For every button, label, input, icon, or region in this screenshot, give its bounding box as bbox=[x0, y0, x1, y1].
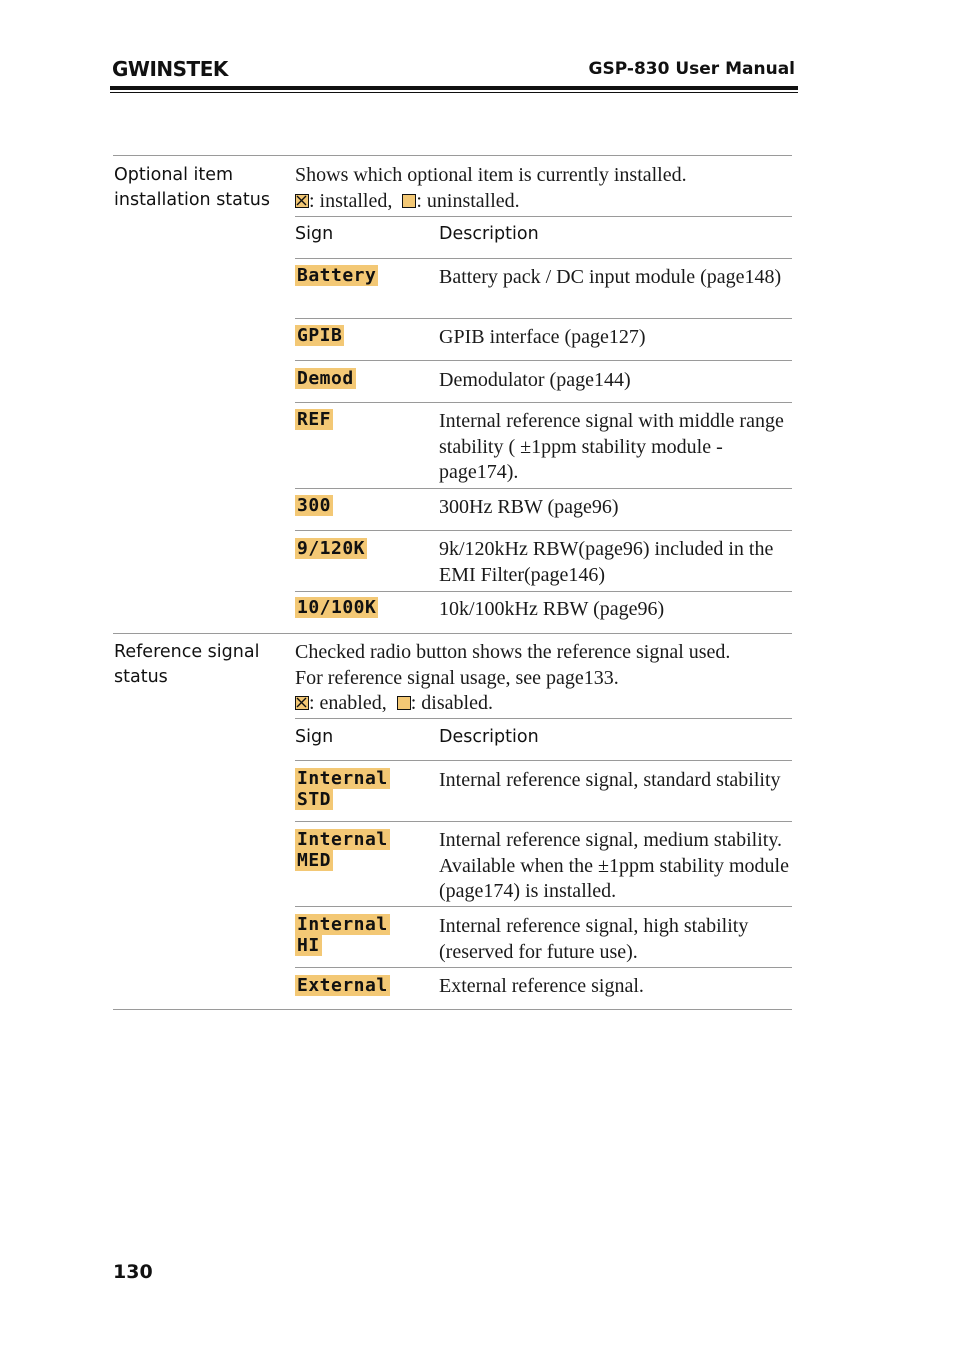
sign-internal-hi bbox=[295, 914, 390, 956]
column-header-sign: Sign bbox=[295, 727, 334, 747]
legend-enabled: : enabled, bbox=[309, 692, 387, 714]
intro-text-2: For reference signal usage, see page133. bbox=[295, 666, 619, 689]
legend-disabled: : disabled. bbox=[410, 692, 493, 714]
header-rule-thin bbox=[110, 92, 798, 93]
section-label-optional-items: Optional item installation status bbox=[114, 165, 270, 210]
legend-line bbox=[295, 691, 790, 717]
table-rule bbox=[295, 591, 792, 592]
desc-internal-hi: Internal reference signal, high stability (reserved for future use). bbox=[439, 915, 749, 963]
table-rule bbox=[295, 760, 792, 761]
sign-gpib: GPIB bbox=[297, 325, 343, 346]
sign-line: Internal bbox=[297, 914, 388, 935]
column-header-sign: Sign bbox=[295, 224, 334, 244]
column-header-description: Description bbox=[439, 224, 539, 244]
intro-text: Shows which optional item is currently installed. bbox=[295, 164, 687, 186]
sign-line: HI bbox=[297, 935, 320, 956]
desc-internal-std: Internal reference signal, standard stability bbox=[439, 769, 781, 791]
desc-gpib: GPIB interface (page127) bbox=[439, 326, 646, 348]
desc-10-100k: 10k/100kHz RBW (page96) bbox=[439, 598, 665, 620]
desc-battery: Battery pack / DC input module (page148) bbox=[439, 266, 782, 288]
unchecked-box-icon bbox=[397, 696, 411, 710]
section-label-reference-signal: Reference signal status bbox=[114, 642, 260, 687]
sign-line: Internal bbox=[297, 768, 388, 789]
manual-title: GSP-830 User Manual bbox=[588, 59, 795, 79]
table-rule bbox=[295, 906, 792, 907]
table-rule bbox=[295, 318, 792, 319]
page-number: 130 bbox=[113, 1261, 153, 1283]
sign-line: Internal bbox=[297, 829, 388, 850]
sign-300: 300 bbox=[297, 495, 332, 516]
sign-line: STD bbox=[297, 789, 332, 810]
table-rule bbox=[295, 360, 792, 361]
sign-10-100k: 10/100K bbox=[297, 597, 377, 618]
table-rule bbox=[295, 718, 792, 719]
table-rule bbox=[295, 258, 792, 259]
unchecked-box-icon bbox=[402, 194, 416, 208]
desc-9-120k: 9k/120kHz RBW(page96) included in the EMI Filter(page146) bbox=[439, 538, 774, 586]
table-rule bbox=[295, 530, 792, 531]
sign-battery: Battery bbox=[297, 265, 377, 286]
intro-text-1: Checked radio button shows the reference signal used. bbox=[295, 641, 731, 663]
desc-ref: Internal reference signal with middle range stability ( ±1ppm stability module - page174). bbox=[439, 410, 784, 483]
section-intro bbox=[295, 163, 790, 214]
table-rule bbox=[295, 488, 792, 489]
sign-line: MED bbox=[297, 850, 332, 871]
desc-300: 300Hz RBW (page96) bbox=[439, 496, 619, 518]
sign-internal-std bbox=[295, 768, 390, 810]
sign-internal-med bbox=[295, 829, 390, 871]
table-rule bbox=[295, 216, 792, 217]
table-rule bbox=[295, 967, 792, 968]
header-rule bbox=[110, 86, 798, 90]
table-rule bbox=[113, 1009, 792, 1010]
desc-internal-med: Internal reference signal, medium stability. Available when the ±1ppm stability module (page174) is installed. bbox=[439, 829, 789, 902]
column-header-description: Description bbox=[439, 727, 539, 747]
desc-demod: Demodulator (page144) bbox=[439, 369, 631, 391]
brand-logo: GWINSTEK bbox=[112, 57, 228, 81]
table-rule bbox=[295, 821, 792, 822]
desc-external: External reference signal. bbox=[439, 975, 644, 997]
section-intro bbox=[295, 640, 790, 717]
sign-9-120k: 9/120K bbox=[297, 538, 366, 559]
sign-external: External bbox=[297, 975, 388, 996]
checked-box-icon bbox=[295, 194, 309, 208]
table-rule bbox=[113, 633, 792, 634]
legend-line bbox=[295, 189, 790, 215]
table-rule bbox=[113, 155, 792, 156]
checked-box-icon bbox=[295, 696, 309, 710]
legend-uninstalled: : uninstalled. bbox=[416, 189, 520, 212]
sign-demod: Demod bbox=[297, 368, 354, 389]
table-rule bbox=[295, 402, 792, 403]
legend-installed: : installed, bbox=[309, 189, 393, 212]
sign-ref: REF bbox=[297, 409, 332, 430]
